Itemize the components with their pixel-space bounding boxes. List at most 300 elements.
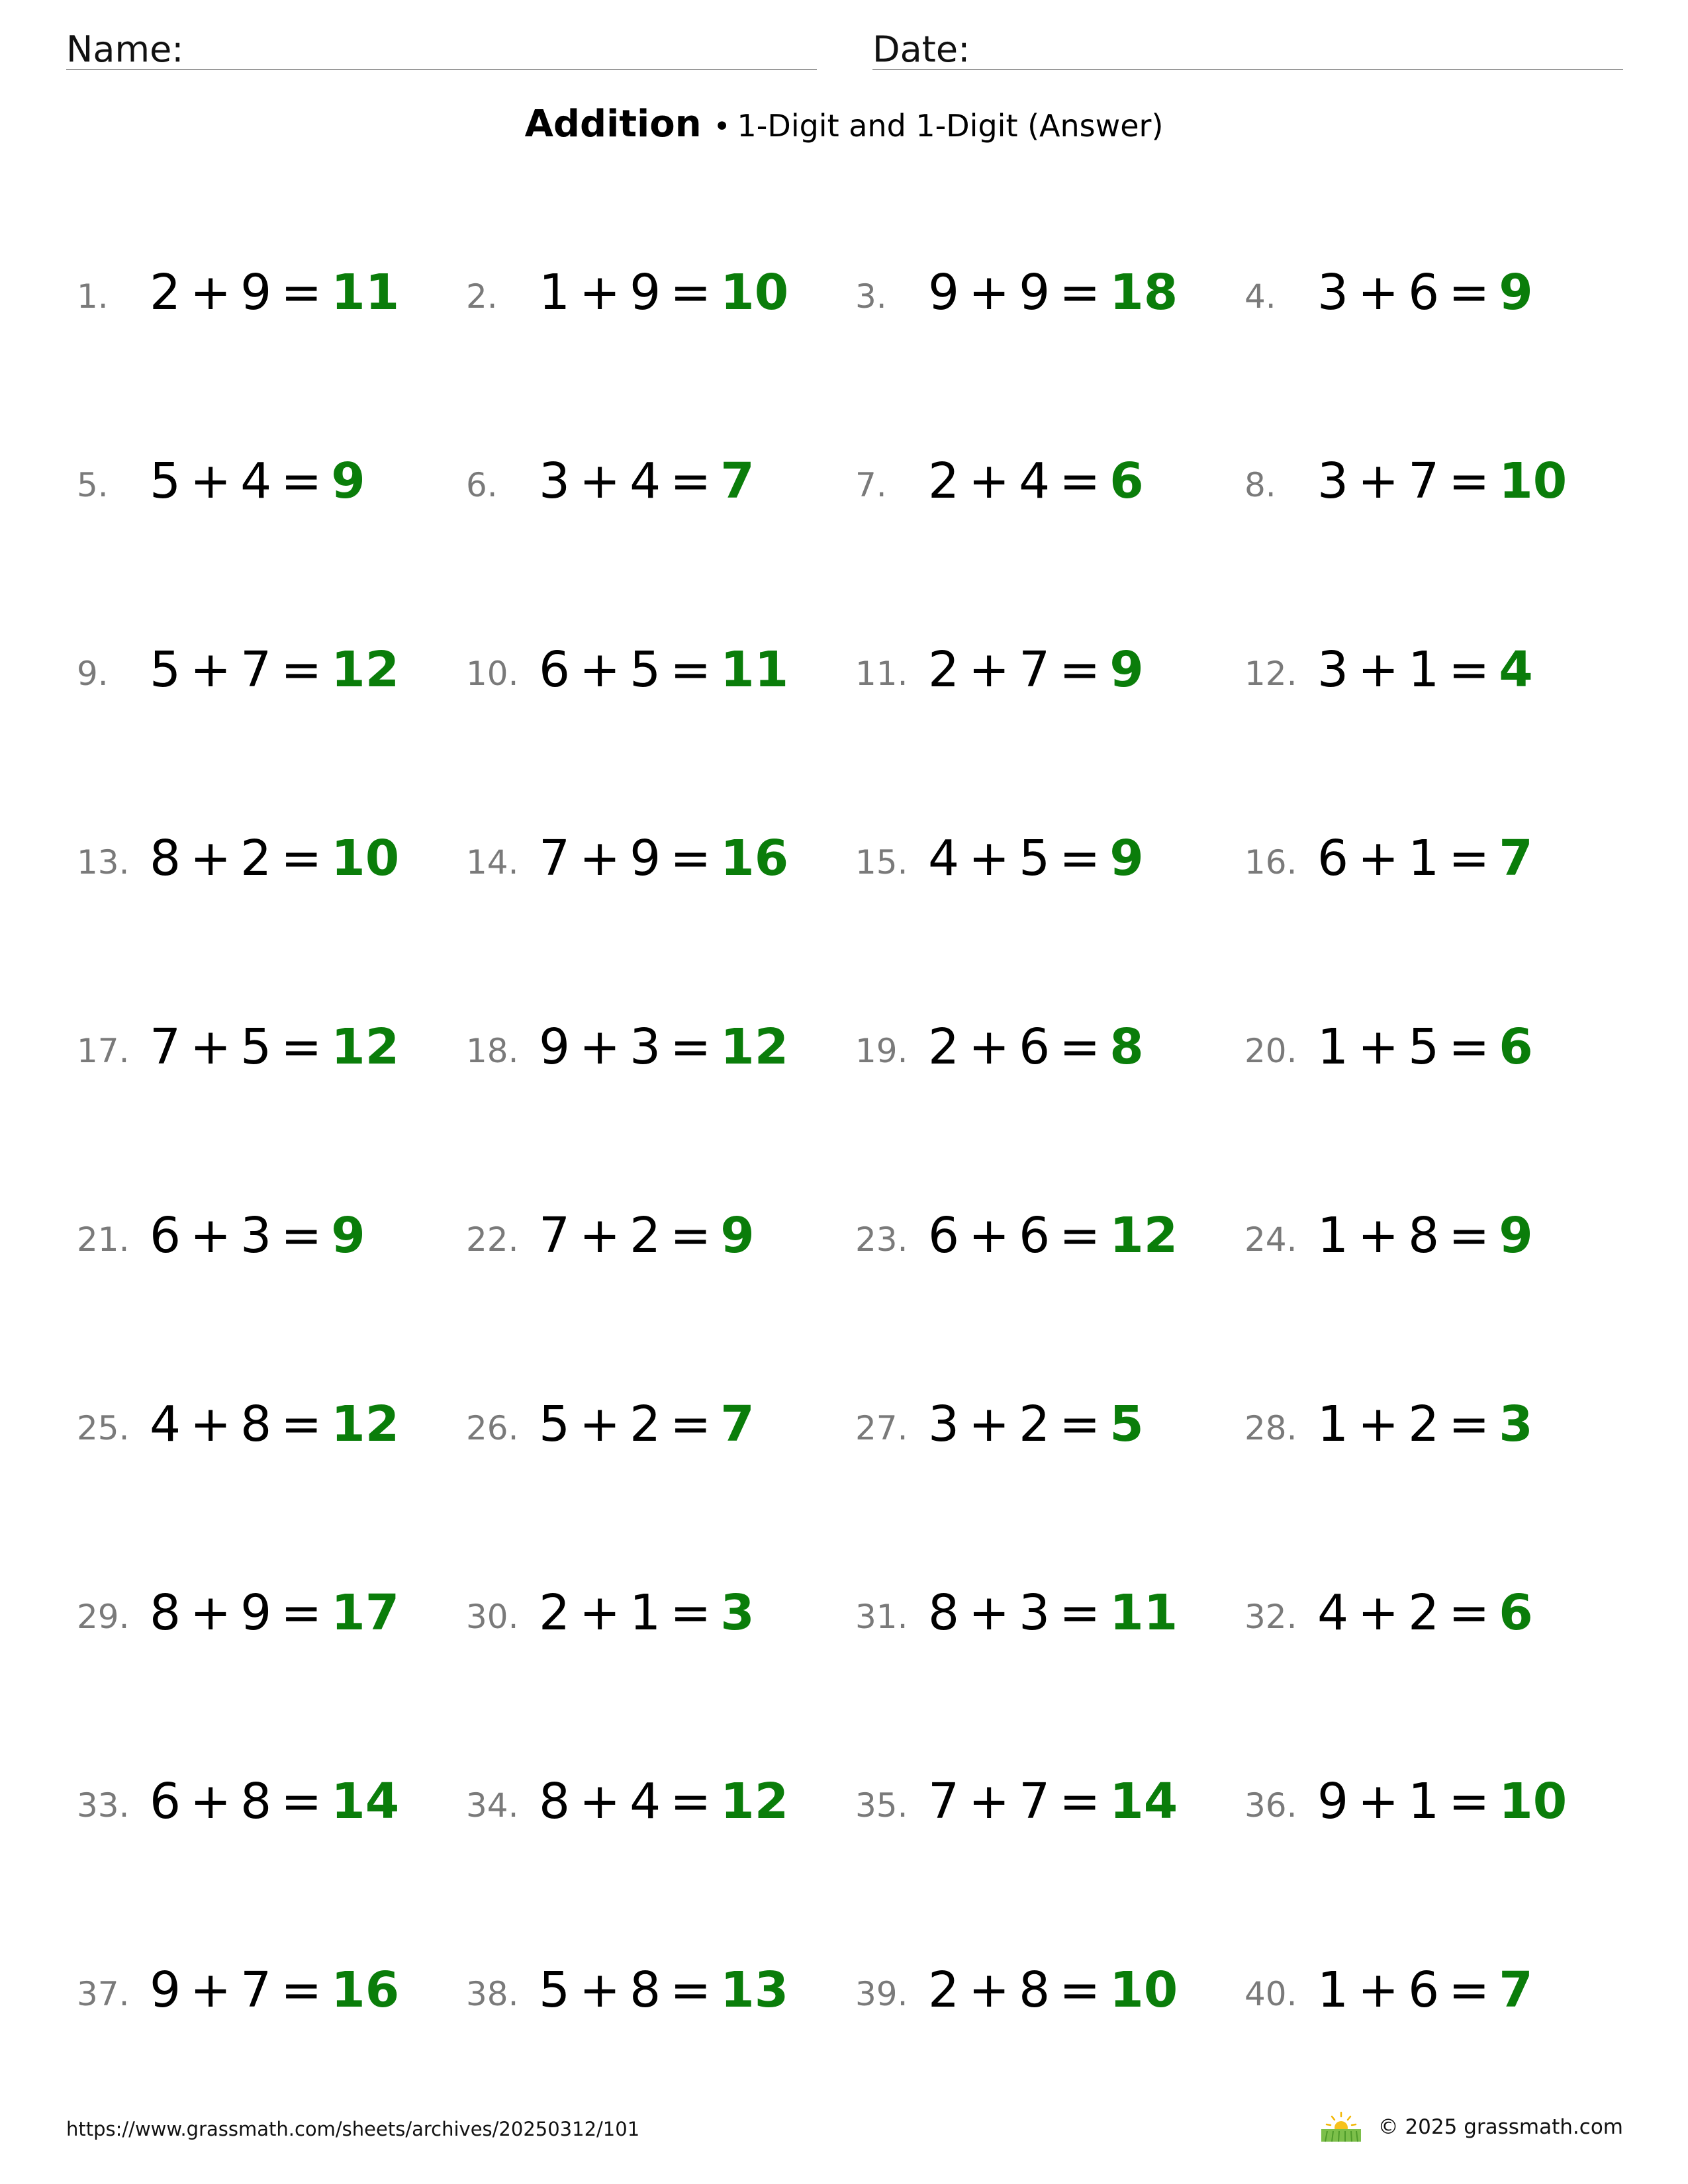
problem-item (1244, 1019, 1615, 1082)
problem-item (466, 830, 837, 893)
answer: 8 (1109, 1019, 1144, 1075)
plus-sign: + (1358, 641, 1399, 698)
problem-number: 40. (1244, 1975, 1297, 2013)
addend-1: 3 (1317, 264, 1349, 321)
copyright-text: © 2025 grassmath.com (1378, 2115, 1623, 2139)
plus-sign: + (968, 830, 1010, 887)
problem-item (855, 1773, 1226, 1837)
answer: 7 (1499, 830, 1533, 887)
answer: 12 (331, 1396, 400, 1453)
answer: 6 (1499, 1584, 1533, 1641)
answer: 3 (1499, 1396, 1533, 1453)
problem-item (466, 453, 837, 516)
answer: 12 (331, 641, 400, 698)
equals-sign: = (1059, 1019, 1101, 1075)
problem-number: 21. (77, 1220, 130, 1259)
problem-item (466, 641, 837, 705)
addend-1: 2 (539, 1584, 571, 1641)
plus-sign: + (1358, 1019, 1399, 1075)
addend-2: 7 (1019, 641, 1051, 698)
addend-2: 1 (1408, 1773, 1440, 1830)
equation (539, 1773, 789, 1830)
equals-sign: = (1059, 1207, 1101, 1264)
problem-number: 14. (466, 843, 519, 882)
problem-number: 4. (1244, 277, 1276, 316)
problem-number: 28. (1244, 1409, 1297, 1447)
addend-2: 8 (240, 1396, 272, 1453)
problem-number: 12. (1244, 655, 1297, 693)
addend-1: 3 (1317, 453, 1349, 510)
addend-1: 2 (928, 453, 960, 510)
plus-sign: + (1358, 264, 1399, 321)
equation (539, 1019, 789, 1075)
plus-sign: + (579, 1396, 621, 1453)
problem-item (77, 264, 447, 328)
problem-number: 30. (466, 1598, 519, 1636)
problem-number: 15. (855, 843, 908, 882)
answer: 9 (331, 1207, 365, 1264)
date-label: Date: (872, 28, 970, 70)
problem-item (855, 1207, 1226, 1271)
problem-item (855, 830, 1226, 893)
equation (928, 641, 1144, 698)
answer: 9 (1499, 264, 1533, 321)
problem-number: 24. (1244, 1220, 1297, 1259)
plus-sign: + (968, 1962, 1010, 2019)
problem-number: 5. (77, 466, 109, 504)
problem-number: 11. (855, 655, 908, 693)
plus-sign: + (190, 1773, 232, 1830)
equation (1317, 830, 1533, 887)
equation (539, 830, 789, 887)
addend-1: 7 (539, 1207, 571, 1264)
equals-sign: = (670, 1396, 712, 1453)
addend-1: 6 (928, 1207, 960, 1264)
equals-sign: = (1448, 1773, 1490, 1830)
plus-sign: + (190, 1019, 232, 1075)
answer: 3 (720, 1584, 755, 1641)
problem-number: 16. (1244, 843, 1297, 882)
problem-number: 27. (855, 1409, 908, 1447)
problem-item (855, 1396, 1226, 1459)
equals-sign: = (281, 830, 322, 887)
equals-sign: = (1448, 1584, 1490, 1641)
addend-2: 9 (630, 830, 661, 887)
problem-number: 33. (77, 1786, 130, 1825)
problem-number: 3. (855, 277, 887, 316)
addend-2: 7 (1408, 453, 1440, 510)
addend-1: 3 (928, 1396, 960, 1453)
plus-sign: + (579, 453, 621, 510)
equation (150, 264, 400, 321)
problem-number: 9. (77, 655, 109, 693)
answer: 6 (1499, 1019, 1533, 1075)
equals-sign: = (1059, 1962, 1101, 2019)
problem-number: 10. (466, 655, 519, 693)
addend-1: 9 (928, 264, 960, 321)
equals-sign: = (281, 264, 322, 321)
equation (1317, 1773, 1568, 1830)
problem-number: 19. (855, 1032, 908, 1070)
equals-sign: = (670, 1773, 712, 1830)
addend-2: 2 (1019, 1396, 1051, 1453)
problem-item (466, 264, 837, 328)
addend-1: 1 (539, 264, 571, 321)
answer: 14 (331, 1773, 400, 1830)
equation (1317, 1396, 1533, 1453)
answer: 12 (720, 1773, 789, 1830)
addend-1: 4 (928, 830, 960, 887)
plus-sign: + (968, 1396, 1010, 1453)
addend-1: 7 (928, 1773, 960, 1830)
problem-number: 34. (466, 1786, 519, 1825)
equals-sign: = (670, 830, 712, 887)
answer: 11 (1109, 1584, 1178, 1641)
title-main: Addition (524, 103, 702, 146)
equals-sign: = (670, 1962, 712, 2019)
equation (928, 830, 1144, 887)
equation (928, 1396, 1144, 1453)
plus-sign: + (190, 1207, 232, 1264)
footer-branding (1317, 2111, 1623, 2143)
problem-item (77, 1207, 447, 1271)
answer: 10 (1499, 1773, 1568, 1830)
problem-number: 13. (77, 843, 130, 882)
problem-number: 37. (77, 1975, 130, 2013)
problem-item (1244, 1773, 1615, 1837)
answer: 9 (1499, 1207, 1533, 1264)
equals-sign: = (670, 1019, 712, 1075)
problem-number: 32. (1244, 1598, 1297, 1636)
addend-1: 2 (150, 264, 181, 321)
problem-item (77, 1396, 447, 1459)
equals-sign: = (281, 641, 322, 698)
addend-2: 2 (630, 1207, 661, 1264)
problem-number: 6. (466, 466, 498, 504)
plus-sign: + (1358, 1207, 1399, 1264)
title-separator: • (713, 110, 731, 144)
equation (928, 264, 1178, 321)
problem-number: 7. (855, 466, 887, 504)
problem-number: 8. (1244, 466, 1276, 504)
equation (150, 1584, 400, 1641)
plus-sign: + (190, 264, 232, 321)
problem-item (466, 1962, 837, 2025)
problem-number: 39. (855, 1975, 908, 2013)
answer: 16 (331, 1962, 400, 2019)
addend-2: 4 (630, 453, 661, 510)
problem-item (855, 453, 1226, 516)
addend-1: 8 (150, 1584, 181, 1641)
problem-number: 38. (466, 1975, 519, 2013)
answer: 12 (1109, 1207, 1178, 1264)
equals-sign: = (1448, 830, 1490, 887)
plus-sign: + (190, 1962, 232, 2019)
equation (539, 1962, 789, 2019)
answer: 4 (1499, 641, 1533, 698)
equals-sign: = (281, 1019, 322, 1075)
problem-item (77, 1019, 447, 1082)
problem-item (77, 641, 447, 705)
addend-2: 3 (240, 1207, 272, 1264)
addend-1: 7 (539, 830, 571, 887)
equals-sign: = (670, 453, 712, 510)
addend-2: 7 (240, 641, 272, 698)
addend-2: 9 (630, 264, 661, 321)
plus-sign: + (968, 641, 1010, 698)
addend-2: 4 (240, 453, 272, 510)
problem-item (855, 264, 1226, 328)
equation (150, 453, 365, 510)
problem-item (1244, 1207, 1615, 1271)
addend-2: 6 (1408, 264, 1440, 321)
plus-sign: + (968, 1019, 1010, 1075)
equation (928, 1019, 1144, 1075)
addend-1: 6 (150, 1773, 181, 1830)
equation (150, 641, 400, 698)
problem-item (1244, 1396, 1615, 1459)
equals-sign: = (1448, 1019, 1490, 1075)
problem-number: 20. (1244, 1032, 1297, 1070)
answer: 9 (720, 1207, 755, 1264)
problem-number: 22. (466, 1220, 519, 1259)
equation (1317, 1019, 1533, 1075)
equals-sign: = (1448, 1207, 1490, 1264)
equals-sign: = (281, 1584, 322, 1641)
plus-sign: + (579, 264, 621, 321)
addend-2: 2 (1408, 1396, 1440, 1453)
equals-sign: = (281, 1207, 322, 1264)
addend-2: 1 (1408, 830, 1440, 887)
plus-sign: + (1358, 1962, 1399, 2019)
equals-sign: = (281, 1962, 322, 2019)
problem-item (466, 1584, 837, 1648)
equation (928, 1773, 1178, 1830)
addend-2: 7 (240, 1962, 272, 2019)
addend-2: 2 (1408, 1584, 1440, 1641)
addend-1: 1 (1317, 1396, 1349, 1453)
plus-sign: + (579, 830, 621, 887)
addend-2: 4 (630, 1773, 661, 1830)
answer: 16 (720, 830, 789, 887)
equals-sign: = (1448, 264, 1490, 321)
addend-1: 1 (1317, 1962, 1349, 2019)
addend-1: 8 (928, 1584, 960, 1641)
answer: 5 (1109, 1396, 1144, 1453)
problem-item (855, 1019, 1226, 1082)
addend-1: 6 (150, 1207, 181, 1264)
answer: 11 (331, 264, 400, 321)
answer: 11 (720, 641, 789, 698)
addend-1: 2 (928, 641, 960, 698)
addend-1: 1 (1317, 1019, 1349, 1075)
answer: 13 (720, 1962, 789, 2019)
equation (1317, 1962, 1533, 2019)
plus-sign: + (968, 1584, 1010, 1641)
equals-sign: = (670, 1584, 712, 1641)
problem-number: 2. (466, 277, 498, 316)
answer: 9 (1109, 641, 1144, 698)
addend-1: 3 (539, 453, 571, 510)
equation (539, 264, 789, 321)
addend-2: 1 (630, 1584, 661, 1641)
answer: 9 (1109, 830, 1144, 887)
equals-sign: = (670, 641, 712, 698)
addend-1: 4 (150, 1396, 181, 1453)
equation (928, 1584, 1178, 1641)
footer-url[interactable]: https://www.grassmath.com/sheets/archives/20250312/101 (66, 2118, 640, 2140)
addend-1: 4 (1317, 1584, 1349, 1641)
equation (1317, 641, 1533, 698)
plus-sign: + (190, 641, 232, 698)
addend-2: 7 (1019, 1773, 1051, 1830)
addend-2: 3 (630, 1019, 661, 1075)
plus-sign: + (1358, 1396, 1399, 1453)
addend-2: 1 (1408, 641, 1440, 698)
addend-1: 9 (539, 1019, 571, 1075)
answer: 18 (1109, 264, 1178, 321)
title-subtitle: 1-Digit and 1-Digit (Answer) (737, 108, 1164, 144)
equation (928, 1207, 1178, 1264)
answer: 10 (1499, 453, 1568, 510)
addend-1: 9 (1317, 1773, 1349, 1830)
equals-sign: = (1059, 1773, 1101, 1830)
problem-number: 1. (77, 277, 109, 316)
equals-sign: = (670, 264, 712, 321)
problem-item (855, 641, 1226, 705)
plus-sign: + (1358, 453, 1399, 510)
problem-item (466, 1396, 837, 1459)
name-label: Name: (66, 28, 184, 70)
addend-2: 2 (240, 830, 272, 887)
problem-item (1244, 453, 1615, 516)
plus-sign: + (190, 1396, 232, 1453)
plus-sign: + (1358, 1584, 1399, 1641)
answer: 7 (1499, 1962, 1533, 2019)
addend-1: 7 (150, 1019, 181, 1075)
addend-2: 6 (1019, 1019, 1051, 1075)
equation (1317, 1207, 1533, 1264)
problem-item (1244, 641, 1615, 705)
addend-1: 8 (539, 1773, 571, 1830)
addend-2: 9 (240, 1584, 272, 1641)
problem-item (77, 1584, 447, 1648)
equals-sign: = (281, 1396, 322, 1453)
problem-item (466, 1019, 837, 1082)
problem-item (855, 1584, 1226, 1648)
plus-sign: + (579, 1207, 621, 1264)
problem-item (466, 1773, 837, 1837)
equation (150, 1962, 400, 2019)
addend-2: 8 (1408, 1207, 1440, 1264)
problem-number: 18. (466, 1032, 519, 1070)
equation (928, 1962, 1178, 2019)
addend-2: 5 (1019, 830, 1051, 887)
equation (150, 830, 400, 887)
plus-sign: + (579, 1584, 621, 1641)
addend-1: 9 (150, 1962, 181, 2019)
equation (150, 1207, 365, 1264)
answer: 12 (331, 1019, 400, 1075)
answer: 10 (1109, 1962, 1178, 2019)
addend-2: 2 (630, 1396, 661, 1453)
equation (539, 1207, 755, 1264)
addend-1: 2 (928, 1962, 960, 2019)
equation (150, 1773, 400, 1830)
addend-2: 5 (630, 641, 661, 698)
addend-1: 6 (539, 641, 571, 698)
answer: 14 (1109, 1773, 1178, 1830)
problem-number: 25. (77, 1409, 130, 1447)
addend-1: 2 (928, 1019, 960, 1075)
equals-sign: = (1059, 453, 1101, 510)
equals-sign: = (281, 453, 322, 510)
answer: 10 (720, 264, 789, 321)
plus-sign: + (968, 1773, 1010, 1830)
equation (1317, 1584, 1533, 1641)
problem-item (1244, 264, 1615, 328)
problem-item (77, 1773, 447, 1837)
equation (539, 1396, 755, 1453)
plus-sign: + (190, 453, 232, 510)
equals-sign: = (1059, 264, 1101, 321)
equation (1317, 453, 1568, 510)
addend-1: 8 (150, 830, 181, 887)
plus-sign: + (190, 830, 232, 887)
plus-sign: + (579, 1773, 621, 1830)
answer: 7 (720, 453, 755, 510)
answer: 6 (1109, 453, 1144, 510)
equals-sign: = (1059, 641, 1101, 698)
equation (150, 1396, 400, 1453)
plus-sign: + (579, 641, 621, 698)
plus-sign: + (1358, 830, 1399, 887)
equation (928, 453, 1144, 510)
problem-item (77, 453, 447, 516)
equation (539, 641, 789, 698)
addend-1: 6 (1317, 830, 1349, 887)
problem-item (1244, 1584, 1615, 1648)
addend-1: 1 (1317, 1207, 1349, 1264)
addend-2: 6 (1019, 1207, 1051, 1264)
equation (539, 453, 755, 510)
problem-number: 36. (1244, 1786, 1297, 1825)
answer: 17 (331, 1584, 400, 1641)
equals-sign: = (670, 1207, 712, 1264)
answer: 12 (720, 1019, 789, 1075)
addend-1: 3 (1317, 641, 1349, 698)
equals-sign: = (1448, 1962, 1490, 2019)
addend-1: 5 (539, 1396, 571, 1453)
plus-sign: + (968, 453, 1010, 510)
problem-item (466, 1207, 837, 1271)
equals-sign: = (1448, 453, 1490, 510)
equals-sign: = (281, 1773, 322, 1830)
addend-2: 9 (240, 264, 272, 321)
plus-sign: + (579, 1019, 621, 1075)
addend-2: 9 (1019, 264, 1051, 321)
problem-number: 35. (855, 1786, 908, 1825)
addend-2: 3 (1019, 1584, 1051, 1641)
problem-number: 17. (77, 1032, 130, 1070)
problem-item (77, 1962, 447, 2025)
equation (150, 1019, 400, 1075)
problem-number: 26. (466, 1409, 519, 1447)
equation (1317, 264, 1533, 321)
answer: 9 (331, 453, 365, 510)
problem-item (855, 1962, 1226, 2025)
addend-2: 8 (1019, 1962, 1051, 2019)
